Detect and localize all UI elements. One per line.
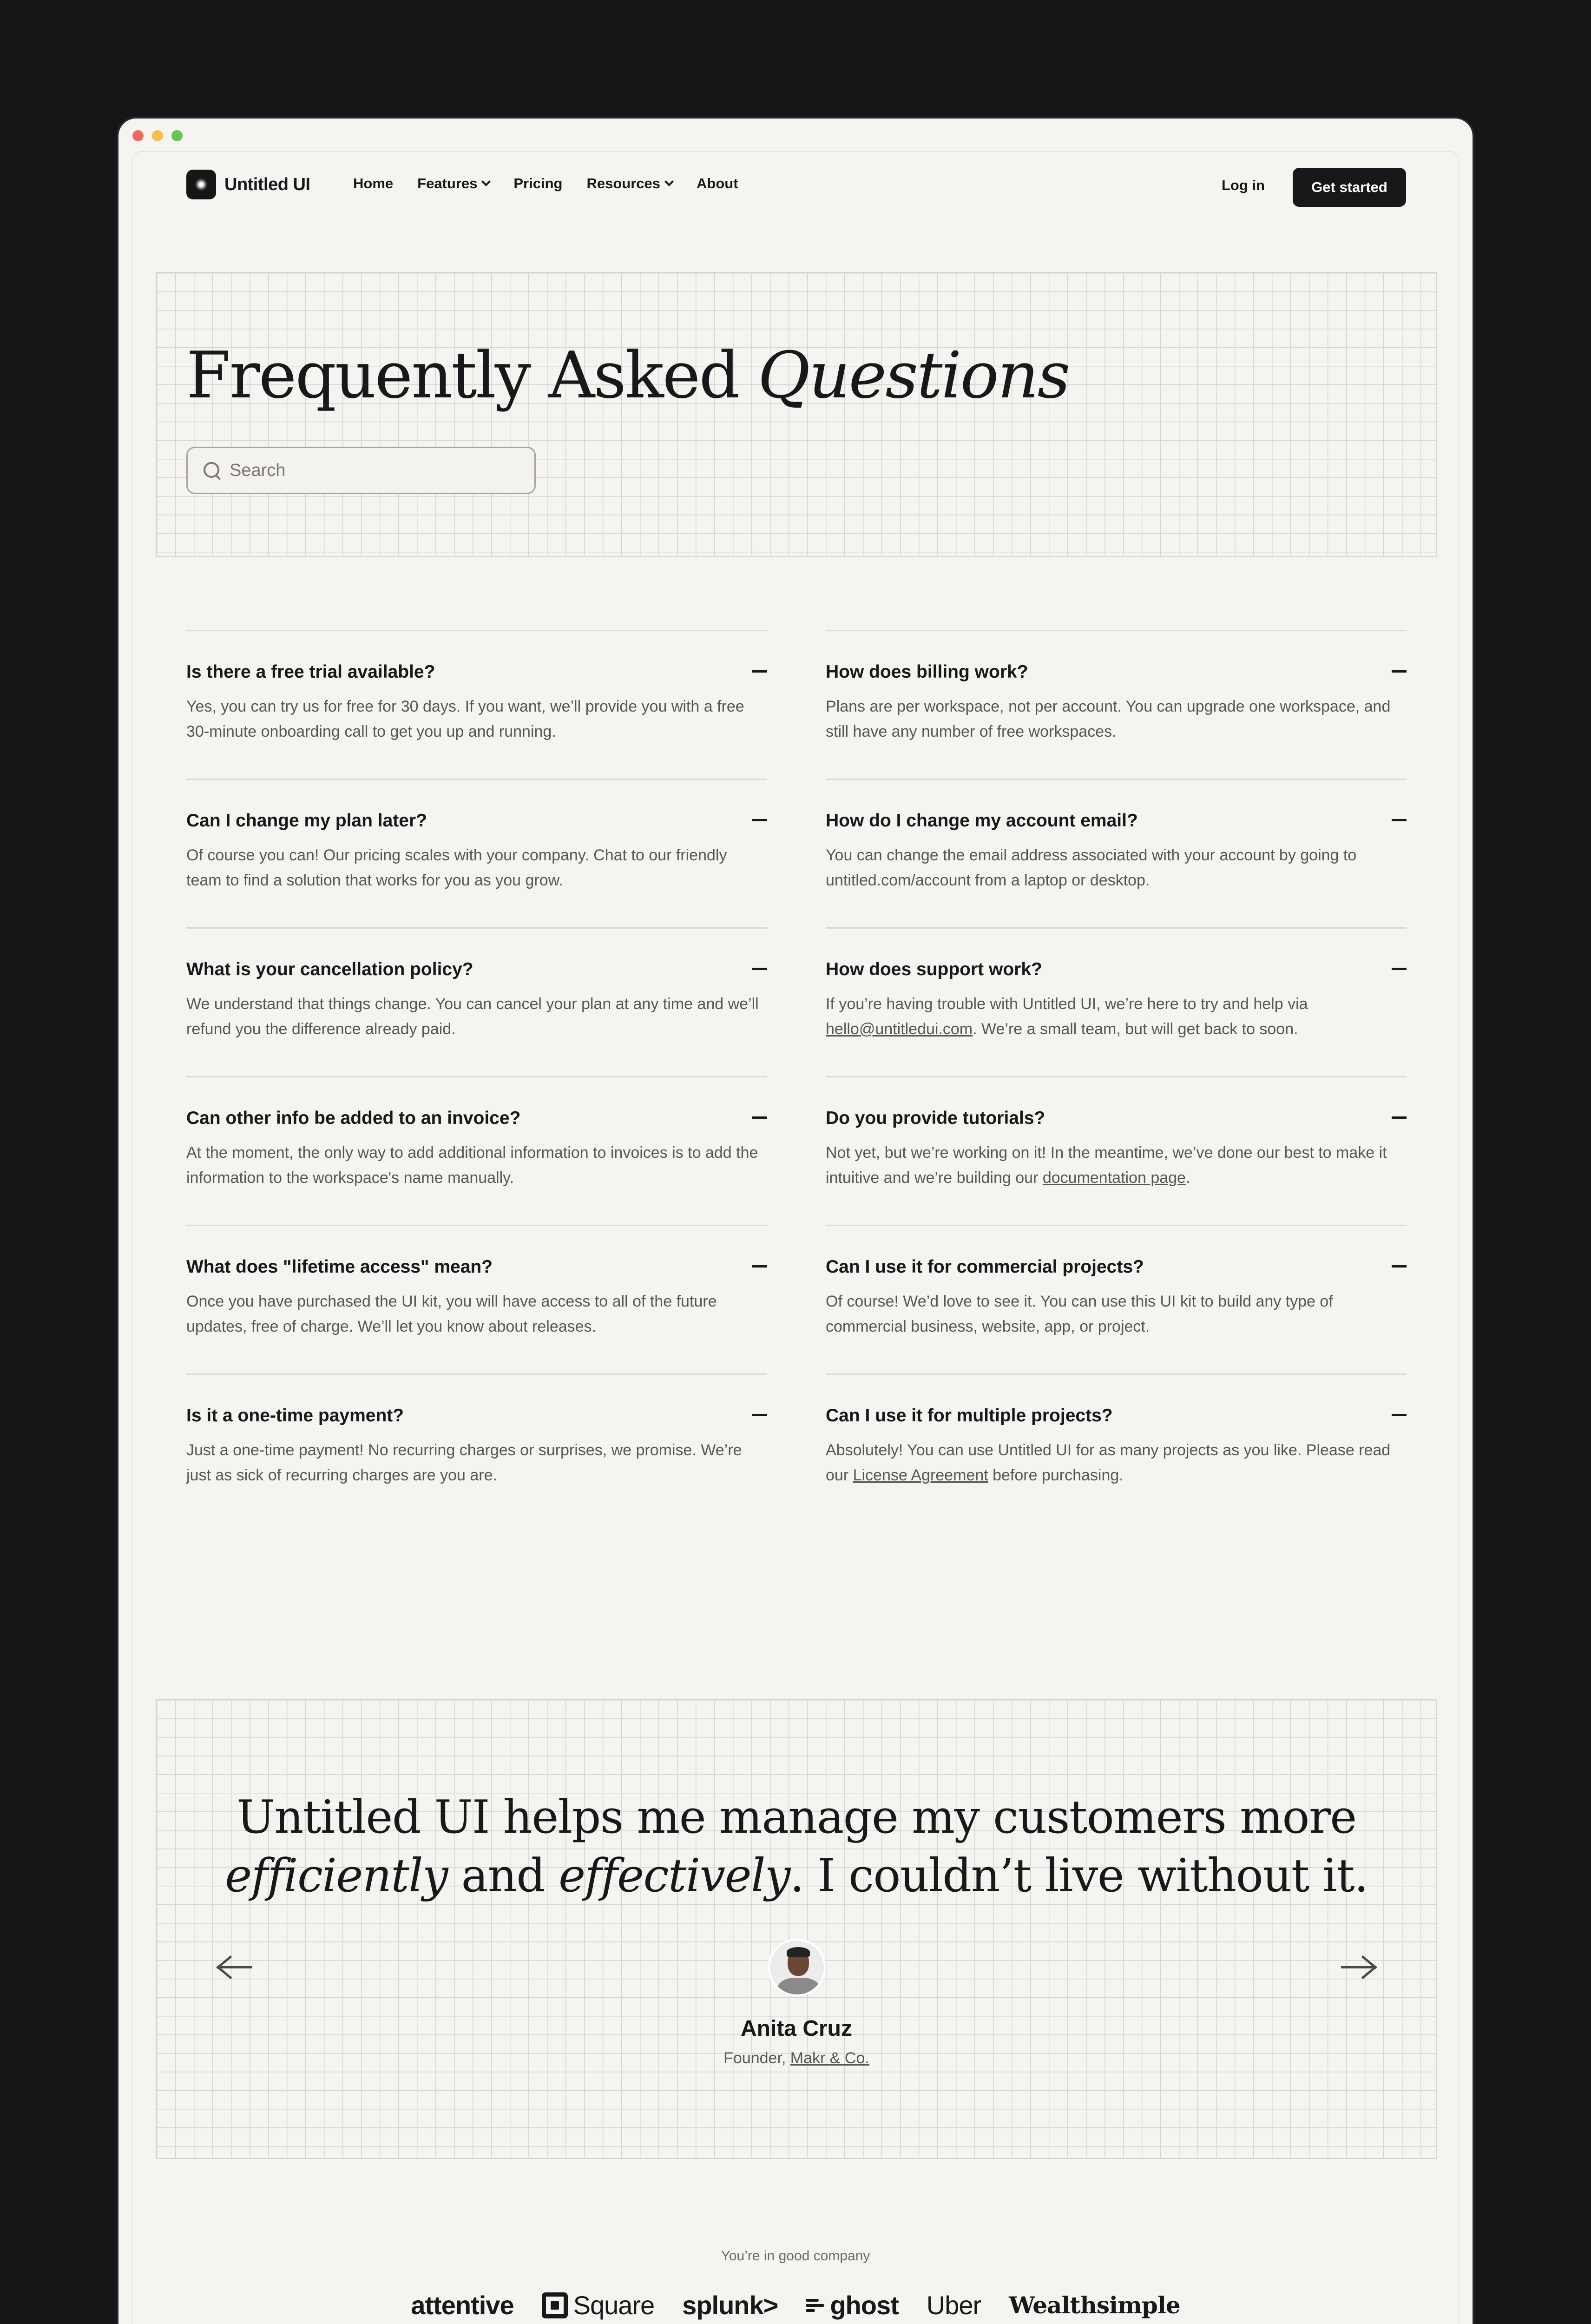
faq-answer: You can change the email address associated with your account by going to untitled.com/account from a laptop or desktop.	[826, 846, 1357, 889]
nav-home-label: Home	[353, 175, 394, 191]
get-started-button[interactable]: Get started	[1293, 168, 1406, 207]
ghost-label: ghost	[830, 2291, 899, 2320]
nav-home[interactable]	[353, 175, 393, 192]
answer-text: .	[1185, 1169, 1190, 1187]
faq-answer: We understand that things change. You can cancel your plan at any time and we’ll refund you the difference already paid.	[186, 995, 759, 1038]
faq-column-right	[826, 630, 1407, 1522]
faq-question[interactable]: Is there a free trial available?	[186, 662, 435, 682]
ghost-logo	[806, 2290, 898, 2320]
minus-icon[interactable]	[752, 670, 767, 673]
quote-emphasis-2: effectively	[559, 1849, 790, 1902]
close-window-dot[interactable]	[132, 130, 144, 141]
minus-icon[interactable]	[1392, 670, 1407, 673]
faq-item[interactable]	[186, 630, 767, 779]
faq-question[interactable]: Can I change my plan later?	[186, 811, 427, 831]
faq-item[interactable]	[826, 1076, 1407, 1225]
minus-icon[interactable]	[1392, 1414, 1407, 1416]
page-title	[186, 338, 1069, 413]
faq-question[interactable]: How does support work?	[826, 959, 1042, 979]
minus-icon[interactable]	[752, 819, 767, 821]
avatar	[768, 1939, 826, 1996]
faq-question[interactable]: What is your cancellation policy?	[186, 959, 473, 979]
page-title-plain: Frequently Asked	[186, 338, 758, 413]
answer-text: If you’re having trouble with Untitled UI, we’re here to try and help via	[826, 995, 1308, 1013]
search-input[interactable]	[230, 461, 508, 481]
faq-question[interactable]: Can other info be added to an invoice?	[186, 1108, 521, 1128]
attentive-logo: attentive	[411, 2291, 514, 2320]
answer-text: Not yet, but we’re working on it! In the meantime, we’ve done our best to make it intuitive and we’re building our	[826, 1144, 1387, 1187]
faq-answer: Of course! We’d love to see it. You can use this UI kit to build any type of commercial business, website, app, or project.	[826, 1293, 1333, 1335]
page-title-italic: Questions	[757, 338, 1069, 413]
wealthsimple-logo: Wealthsimple	[1009, 2291, 1180, 2319]
company-logos-row-1	[132, 2290, 1459, 2320]
search-icon	[204, 462, 220, 479]
nav-links	[353, 175, 738, 192]
testimonial-section	[156, 1699, 1437, 2159]
answer-text: Absolutely! You can use Untitled UI for as many projects as you like. Please read our	[826, 1441, 1391, 1484]
faq-item[interactable]	[826, 630, 1407, 779]
faq-item[interactable]	[826, 1225, 1407, 1373]
faq-answer	[826, 1140, 1398, 1190]
role-prefix: Founder,	[723, 2049, 790, 2067]
nav-pricing[interactable]	[513, 175, 562, 192]
faq-question[interactable]: What does "lifetime access" mean?	[186, 1257, 493, 1277]
minus-icon[interactable]	[752, 1116, 767, 1119]
faq-answer: Yes, you can try us for free for 30 days. If you want, we’ll provide you with a free 30-minute onboarding call to get you up and running.	[186, 698, 744, 740]
faq-item[interactable]	[826, 1373, 1407, 1522]
testimonial-author: Anita Cruz	[741, 2016, 852, 2041]
faq-question[interactable]: Can I use it for multiple projects?	[826, 1406, 1113, 1426]
faq-hero	[156, 272, 1437, 557]
faq-column-left	[186, 630, 767, 1522]
answer-text: . We’re a small team, but will get back to soon.	[973, 1020, 1298, 1038]
faq-answer: Once you have purchased the UI kit, you will have access to all of the future updates, free of charge. We’ll let you know about releases.	[186, 1293, 717, 1335]
brand-logo[interactable]	[186, 170, 310, 199]
ghost-icon	[806, 2297, 824, 2314]
testimonial-quote	[157, 1788, 1436, 1905]
company-link[interactable]: Makr & Co.	[790, 2049, 869, 2067]
quote-rest: . I couldn’t live without it.	[789, 1849, 1368, 1902]
search-box[interactable]	[186, 447, 536, 494]
documentation-link[interactable]: documentation page	[1042, 1169, 1186, 1187]
uber-logo: Uber	[926, 2291, 981, 2320]
nav-features[interactable]	[417, 175, 489, 192]
faq-item[interactable]	[826, 779, 1407, 927]
minus-icon[interactable]	[1392, 819, 1407, 821]
faq-question[interactable]: How does billing work?	[826, 662, 1028, 682]
splunk-logo: splunk>	[682, 2291, 778, 2320]
browser-window	[118, 119, 1473, 2324]
window-chrome	[118, 119, 1473, 151]
faq-question[interactable]: How do I change my account email?	[826, 811, 1138, 831]
maximize-window-dot[interactable]	[171, 130, 183, 141]
nav-pricing-label: Pricing	[513, 175, 563, 191]
faq-answer	[826, 991, 1398, 1042]
top-nav	[132, 152, 1459, 222]
minus-icon[interactable]	[1392, 1265, 1407, 1268]
minus-icon[interactable]	[752, 968, 767, 970]
nav-about-label: About	[697, 175, 738, 191]
chevron-down-icon	[481, 177, 491, 186]
nav-about[interactable]	[697, 175, 738, 192]
arrow-left-icon[interactable]	[217, 1953, 254, 1981]
quote-emphasis-1: efficiently	[225, 1849, 447, 1902]
square-icon	[542, 2292, 568, 2318]
nav-resources[interactable]	[586, 175, 672, 192]
license-agreement-link[interactable]: License Agreement	[853, 1466, 988, 1484]
support-email-link[interactable]: hello@untitledui.com	[826, 1020, 973, 1038]
square-logo	[542, 2290, 655, 2320]
faq-answer	[826, 1438, 1398, 1488]
faq-answer: At the moment, the only way to add additional information to invoices is to add the information to the workspace's name manually.	[186, 1144, 758, 1187]
faq-answer: Plans are per workspace, not per account. You can upgrade one workspace, and still have any number of free workspaces.	[826, 698, 1391, 740]
quote-and: and	[447, 1849, 559, 1902]
faq-item[interactable]	[186, 1225, 767, 1373]
faq-answer: Just a one-time payment! No recurring charges or surprises, we promise. We’re just as sick of recurring charges are you are.	[186, 1441, 742, 1484]
nav-resources-label: Resources	[586, 175, 660, 191]
minus-icon[interactable]	[1392, 968, 1407, 970]
brand-name: Untitled UI	[224, 174, 310, 194]
arrow-right-icon[interactable]	[1339, 1953, 1376, 1981]
faq-question[interactable]: Is it a one-time payment?	[186, 1406, 404, 1426]
faq-item[interactable]	[186, 927, 767, 1076]
square-label: Square	[573, 2291, 655, 2320]
answer-text: before purchasing.	[988, 1466, 1124, 1484]
chevron-down-icon	[664, 177, 674, 186]
minus-icon[interactable]	[752, 1414, 767, 1416]
companies-label: You’re in good company	[721, 2248, 870, 2264]
logo-star-icon	[186, 170, 216, 199]
quote-line-1: Untitled UI helps me manage my customers more	[237, 1791, 1356, 1844]
minus-icon[interactable]	[752, 1265, 767, 1268]
testimonial-role	[157, 2049, 1436, 2067]
nav-features-label: Features	[417, 175, 478, 191]
page	[131, 151, 1460, 2324]
minus-icon[interactable]	[1392, 1116, 1407, 1119]
faq-question[interactable]: Can I use it for commercial projects?	[826, 1257, 1144, 1277]
minimize-window-dot[interactable]	[152, 130, 163, 141]
faq-question[interactable]: Do you provide tutorials?	[826, 1108, 1045, 1128]
login-link[interactable]: Log in	[1222, 177, 1265, 193]
faq-answer: Of course you can! Our pricing scales with your company. Chat to our friendly team to find a solution that works for you as you grow.	[186, 846, 727, 889]
faq-item[interactable]	[186, 779, 767, 927]
faq-item[interactable]	[186, 1373, 767, 1522]
faq-item[interactable]	[826, 927, 1407, 1076]
faq-item[interactable]	[186, 1076, 767, 1225]
